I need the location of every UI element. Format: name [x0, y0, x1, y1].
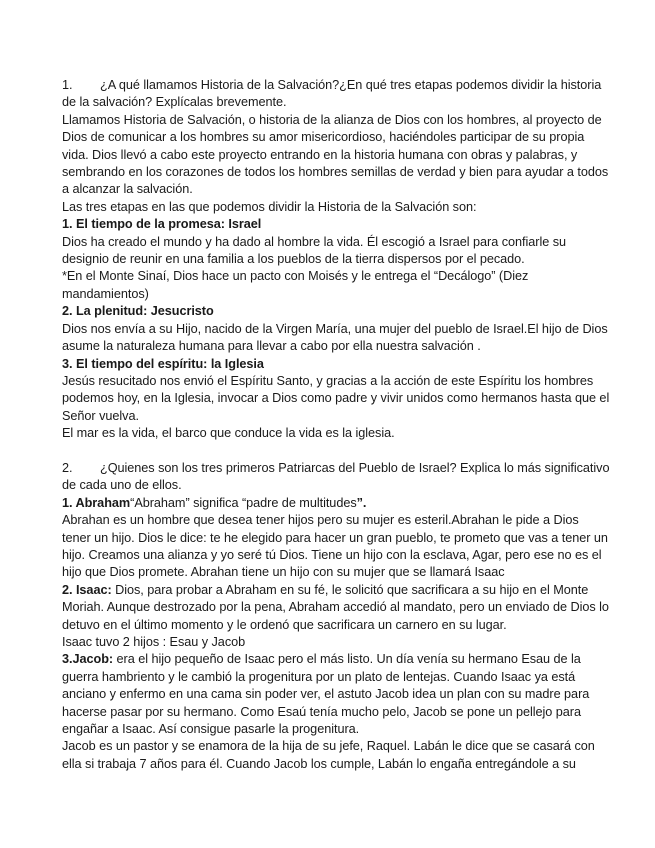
jacob-heading: 3.Jacob: — [62, 652, 114, 667]
stage-2-heading — [62, 303, 610, 320]
stage-1-note: *En el Monte Sinaí, Dios hace un pacto con Moisés y le entrega el “Decálogo” (Diez mandamientos) — [62, 269, 529, 301]
section-1-intro: Llamamos Historia de Salvación, o historia de la alianza de Dios con los hombres, al proyecto de Dios de comunicar a los hombres su amor misericordioso, haciéndoles participar de su propia vida. Dios llevó a cabo este proyecto entrando en la historia humana con obras y palabras, y sembrando en los corazones de todos los hombres semillas de verdad y bien para ayudar a todos a alcanzar la salvación. — [62, 112, 609, 197]
section-1-closing: El mar es la vida, el barco que conduce la vida es la iglesia. — [62, 426, 395, 441]
question-2-number: 2. — [62, 460, 73, 475]
isaac-text: Dios, para probar a Abraham en su fé, le solicitó que sacrificara a su hijo en el Monte Moriah. Aunque destrozado por la pena, Abraham accedió al mandato, pero un enviado de Dios lo detuvo en el último momento y le ordenó que sacrificara un carnero en su lugar. — [62, 582, 609, 632]
stage-2-heading-text: 2. La plenitud: Jesucristo — [62, 304, 214, 319]
stage-1-heading-text: 1. El tiempo de la promesa: Israel — [62, 217, 262, 232]
document-page — [62, 77, 610, 773]
isaac-sons: Isaac tuvo 2 hijos : Esau y Jacob — [62, 634, 246, 649]
jacob-text: era el hijo pequeño de Isaac pero el más listo. Un día venía su hermano Esau de la guerra hambriento y le cambió la progenitura por un plato de lentejas. Cuando Isaac ya está anciano y enfermo en una cama sin poder ver, el astuto Jacob idea un plan con su madre para hacerse pasar por su hermano. Como Esaú tenía mucho pelo, Jacob se pone un pellejo para engañar a Isaac. Así consigue pasarle la progenitura. — [62, 652, 590, 737]
isaac-heading: 2. Isaac: — [62, 582, 112, 597]
stage-3-text: Jesús resucitado nos envió el Espíritu Santo, y gracias a la acción de este Espíritu los hombres podemos hoy, en la Iglesia, invocar a Dios como padre y vivir unidos como hermanos hasta que el Señor vuelva. — [62, 373, 610, 423]
question-1-number: 1. — [62, 78, 73, 92]
question-2 — [62, 460, 610, 495]
abraham-meaning: “Abraham” significa “padre de multitudes — [130, 495, 357, 510]
blank-line — [62, 443, 610, 460]
abraham-meaning-end: ”. — [356, 495, 367, 510]
jacob-paragraph — [62, 651, 610, 738]
stage-3-heading — [62, 356, 610, 373]
question-1-text: ¿A qué llamamos Historia de la Salvación?¿En qué tres etapas podemos dividir la historia de la salvación? Explícalas brevemente. — [62, 78, 602, 110]
question-1 — [62, 77, 610, 112]
section-1-lead: Las tres etapas en las que podemos dividir la Historia de la Salvación son: — [62, 199, 477, 214]
jacob-text-2: Jacob es un pastor y se enamora de la hija de su jefe, Raquel. Labán le dice que se casará con ella si trabaja 7 años para él. Cuando Jacob los cumple, Labán lo engaña entregándole a su — [62, 739, 595, 771]
stage-1-heading — [62, 216, 610, 233]
stage-3-heading-text: 3. El tiempo del espíritu: la Iglesia — [62, 356, 264, 371]
abraham-text: Abrahan es un hombre que desea tener hijos pero su mujer es esteril.Abrahan le pide a Dios tener un hijo. Dios le dice: te he elegido para hacer un gran pueblo, te prometo que vas a tener un hijo. Creamos una alianza y yo seré tú Dios. Tiene un hijo con la esclava, Agar, pero ese no es el hijo que Dios promete. Abrahan tiene un hijo con su mujer que se llamará Isaac — [62, 513, 608, 580]
stage-1-text: Dios ha creado el mundo y ha dado al hombre la vida. Él escogió a Israel para confiarle su designio de reunir en una familia a los pueblos de la tierra dispersos por el pecado. — [62, 234, 566, 267]
stage-2-text: Dios nos envía a su Hijo, nacido de la Virgen María, una mujer del pueblo de Israel.El hijo de Dios asume la naturaleza humana para llevar a cabo por ella nuestra salvación . — [62, 321, 608, 354]
abraham-heading-text: 1. Abraham — [62, 495, 131, 510]
abraham-heading — [62, 495, 610, 512]
question-2-text: ¿Quienes son los tres primeros Patriarcas del Pueblo de Israel? Explica lo más significativo de cada uno de ellos. — [62, 460, 610, 493]
isaac-paragraph — [62, 582, 610, 634]
